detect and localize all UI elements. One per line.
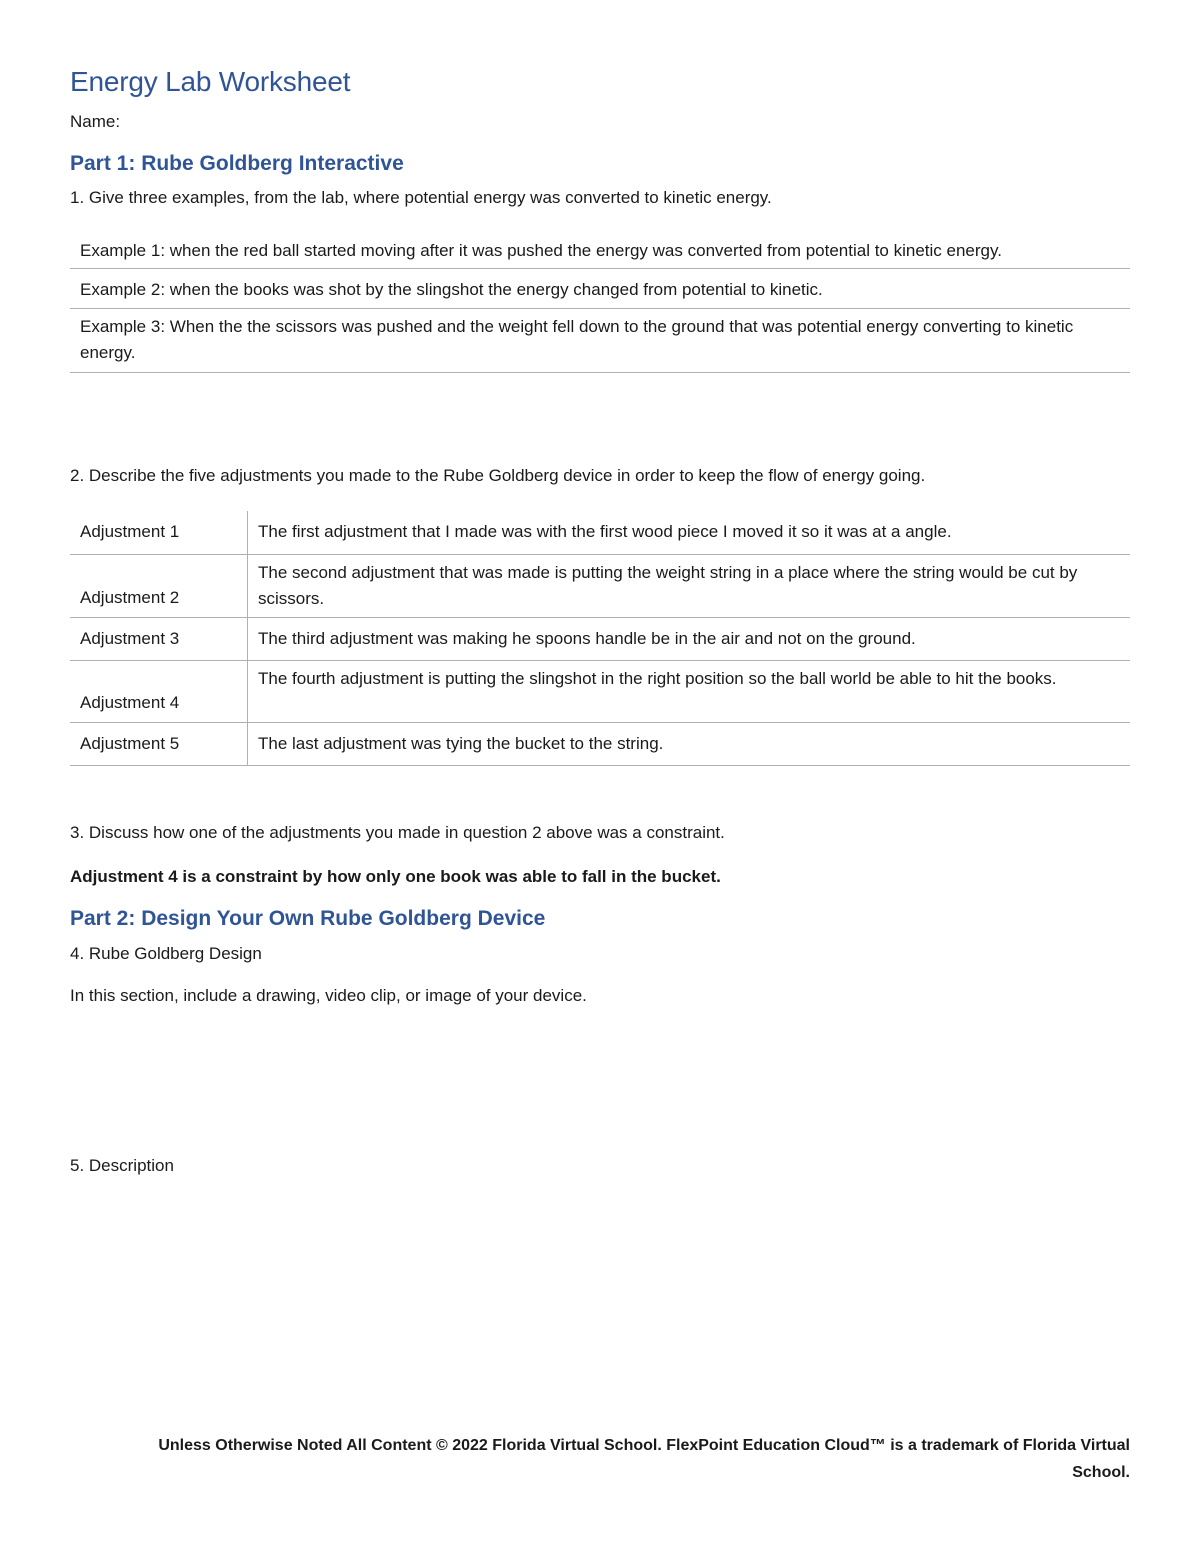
table-row	[70, 617, 1130, 660]
footer-line-1: Unless Otherwise Noted All Content © 2022 Florida Virtual School. FlexPoint Education Cloud™ is a trademark of Florida Virtual	[158, 1437, 1130, 1454]
document-title: Energy Lab Worksheet	[70, 66, 351, 97]
example-row	[70, 235, 1130, 269]
table-row	[70, 554, 1130, 617]
footer-line-2: School.	[1072, 1464, 1130, 1481]
question-4: 4. Rube Goldberg Design	[70, 944, 262, 963]
adjustment-label: Adjustment 3	[70, 617, 248, 660]
question-1: 1. Give three examples, from the lab, where potential energy was converted to kinetic energy.	[70, 188, 772, 207]
example-label: Example 1:	[80, 241, 166, 260]
table-row	[70, 511, 1130, 554]
adjustments-table	[70, 511, 1130, 766]
answer-3: Adjustment 4 is a constraint by how only one book was able to fall in the bucket.	[70, 867, 721, 886]
adjustment-label: Adjustment 5	[70, 722, 248, 765]
example-row	[70, 269, 1130, 309]
example-label: Example 2:	[80, 280, 166, 299]
adjustment-text: The last adjustment was tying the bucket to the string.	[248, 722, 1131, 765]
adjustment-label: Adjustment 2	[70, 554, 248, 617]
part1-heading: Part 1: Rube Goldberg Interactive	[70, 152, 404, 175]
question-3: 3. Discuss how one of the adjustments you made in question 2 above was a constraint.	[70, 823, 725, 842]
table-row	[70, 722, 1130, 765]
example-row	[70, 309, 1130, 373]
adjustment-label: Adjustment 4	[70, 660, 248, 722]
adjustment-text: The second adjustment that was made is putting the weight string in a place where the string would be cut by scissors.	[248, 554, 1131, 617]
adjustment-text: The fourth adjustment is putting the slingshot in the right position so the ball world be able to hit the books.	[248, 660, 1131, 722]
adjustment-text: The third adjustment was making he spoons handle be in the air and not on the ground.	[248, 617, 1131, 660]
table-row	[70, 660, 1130, 722]
adjustment-text: The first adjustment that I made was with the first wood piece I moved it so it was at a angle.	[248, 511, 1131, 554]
part2-heading: Part 2: Design Your Own Rube Goldberg Device	[70, 907, 546, 930]
examples-table	[70, 235, 1130, 373]
question-5: 5. Description	[70, 1156, 174, 1175]
question-2: 2. Describe the five adjustments you made to the Rube Goldberg device in order to keep the flow of energy going.	[70, 466, 926, 485]
example-label: Example 3:	[80, 317, 166, 336]
example-text: When the the scissors was pushed and the weight fell down to the ground that was potential energy converting to kinetic energy.	[80, 317, 1074, 362]
worksheet-page	[70, 0, 1130, 1553]
example-text: when the books was shot by the slingshot the energy changed from potential to kinetic.	[165, 280, 823, 299]
adjustment-label: Adjustment 1	[70, 511, 248, 554]
copyright-footer	[70, 1432, 1130, 1486]
example-text: when the red ball started moving after it was pushed the energy was converted from potential to kinetic energy.	[165, 241, 1002, 260]
question-4-instructions: In this section, include a drawing, video clip, or image of your device.	[70, 986, 587, 1005]
name-label: Name:	[70, 112, 121, 131]
